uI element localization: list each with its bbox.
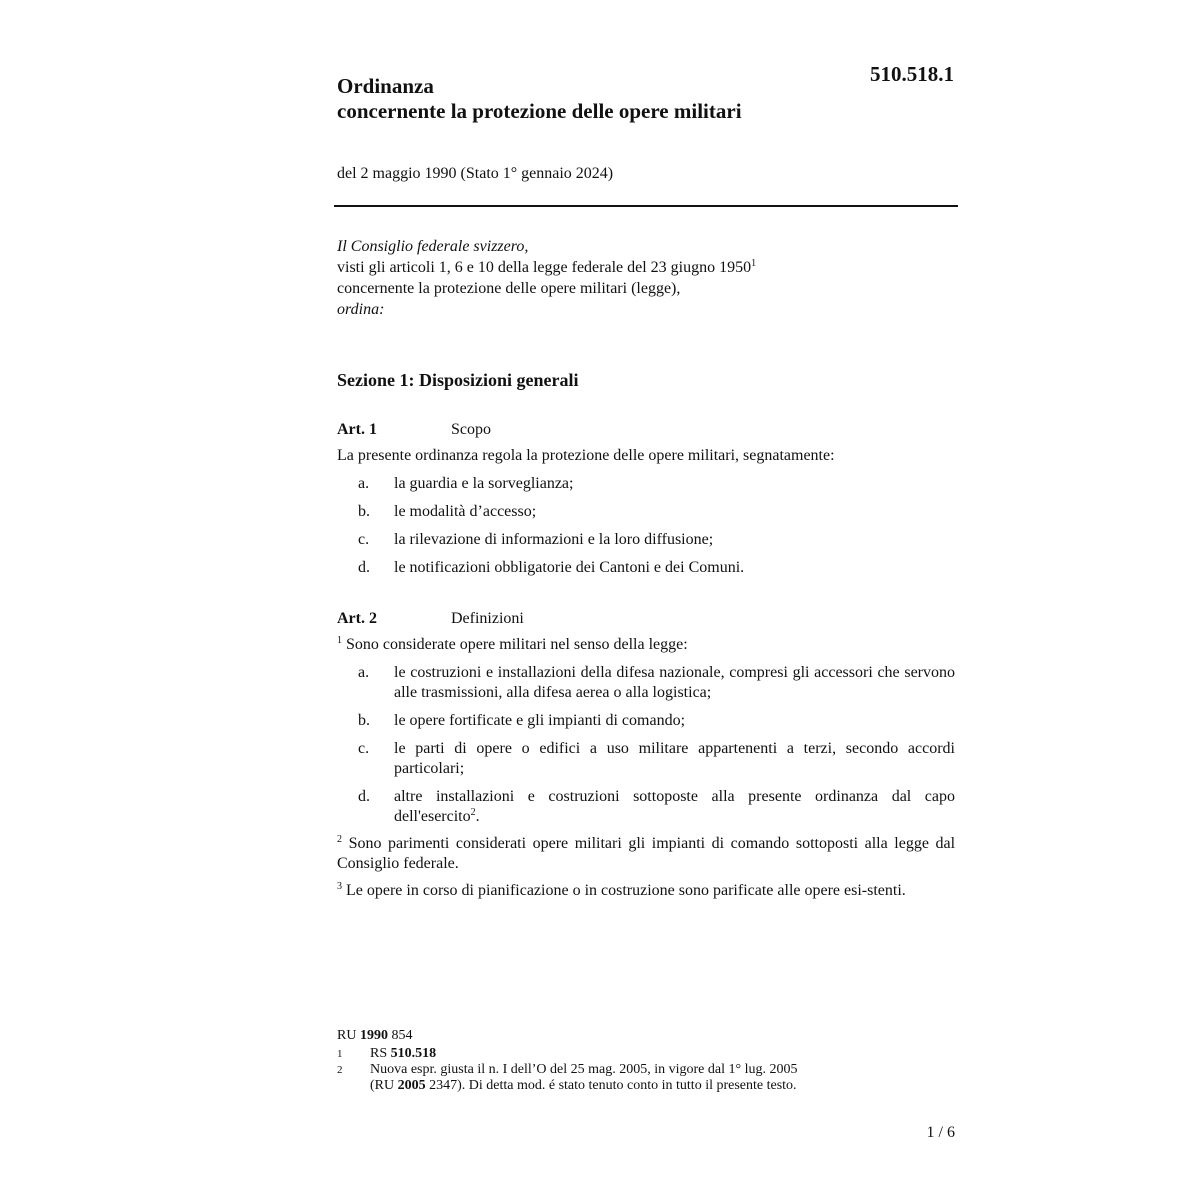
article-2 [337,610,955,901]
section-heading: Sezione 1: Disposizioni generali [337,370,579,390]
preamble-decree: ordina: [337,301,385,318]
article-1-intro: La presente ordinanza regola la protezione delle opere militari, segnatamente: [337,447,835,464]
footnote-2 [337,1062,897,1094]
article-2-number: Art. 2 [337,610,377,627]
item-label: d. [358,788,370,805]
document-date: del 2 maggio 1990 (Stato 1° gennaio 2024) [337,165,614,182]
item-label: b. [358,503,370,520]
footnote-ref-2[interactable]: 2 [470,807,476,818]
item-label: c. [358,740,370,757]
footnote-line-1: Nuova espr. giusta il n. I dell’O del 25 mag. 2005, in vigore dal 1° lug. 2005 [370,1062,798,1077]
footnote-ref-1[interactable]: 1 [751,258,757,269]
document-title [337,74,742,124]
basis-text: visti gli articoli 1, 6 e 10 della legge federale del 23 giugno 1950 [337,259,752,276]
item-text-end: . [475,808,480,825]
footnote-number: 1 [337,1048,343,1060]
list-item [337,530,955,550]
item-text [394,787,955,827]
paragraph-number: 1 [337,635,342,646]
item-text-body: altre installazioni e costruzioni sottoposte alla presente ordinanza dal capo dell'esercito [394,788,955,825]
article-1 [337,421,955,578]
footnote-number: 2 [337,1064,343,1076]
article-1-heading: Scopo [451,421,491,438]
paragraph-text: Sono parimenti considerati opere militari gli impianti di comando sottoposti alla legge dal Consiglio federale. [337,835,956,872]
ru-prefix: RU [337,1028,357,1043]
list-item [337,663,955,703]
paragraph-number: 2 [337,834,342,845]
item-text: le modalità d’accesso; [394,503,537,520]
article-2-heading: Definizioni [451,610,524,627]
title-line-1: Ordinanza [337,74,434,98]
preamble-basis-line-1 [337,257,957,278]
footnotes [337,1046,897,1094]
article-1-number: Art. 1 [337,421,377,438]
list-item [337,474,955,494]
footnote-line-2 [370,1078,897,1094]
item-label: b. [358,712,370,729]
list-item [337,739,955,779]
article-1-list [337,474,955,578]
paragraph-text: Le opere in corso di pianificazione o in costruzione sono parificate alle opere esi-stenti. [346,882,906,899]
preamble-basis-line-2: concernente la protezione delle opere militari (legge), [337,280,681,297]
item-text: la guardia e la sorveglianza; [394,475,574,492]
ru-page: 854 [391,1028,413,1043]
paragraph-number: 3 [337,881,342,892]
item-label: a. [358,475,370,492]
list-item [337,558,955,578]
footnote-sr-ref[interactable]: 510.518 [390,1046,437,1061]
list-item [337,711,955,731]
item-label: c. [358,531,370,548]
article-2-paragraph-1 [337,635,955,655]
item-text: le opere fortificate e gli impianti di comando; [394,712,686,729]
list-item [337,502,955,522]
article-1-header [337,421,955,439]
article-2-list [337,663,955,827]
footnote-text-part: (RU [370,1078,395,1093]
item-label: d. [358,559,370,576]
footnote-text [370,1062,897,1094]
list-item [337,787,955,827]
header-divider [334,205,958,207]
preamble-authority: Il Consiglio federale svizzero, [337,238,529,255]
footnote-1 [337,1046,897,1062]
footnote-prefix: RS [370,1046,388,1061]
footnote-text-part: 2347). Di detta mod. é stato tenuto conto in tutto il presente testo. [429,1078,797,1093]
preamble [337,236,957,320]
ru-year: 1990 [359,1028,388,1043]
sr-number: 510.518.1 [870,62,954,86]
item-text: le notificazioni obbligatorie dei Cantoni e dei Comuni. [394,559,745,576]
item-text: la rilevazione di informazioni e la loro diffusione; [394,531,714,548]
article-2-paragraph-3 [337,881,955,901]
footnote-ru-year: 2005 [397,1078,426,1093]
footnote-text [370,1046,897,1062]
official-compilation-ref [337,1028,412,1044]
article-2-paragraph-2 [337,834,955,874]
paragraph-text: Sono considerate opere militari nel senso della legge: [346,636,688,653]
title-line-2: concernente la protezione delle opere militari [337,99,742,123]
item-text: le costruzioni e installazioni della difesa nazionale, compresi gli accessori che servono alle trasmissioni, alla difesa aerea o alla logistica; [394,664,955,701]
article-2-header [337,610,955,628]
page-number: 1 / 6 [926,1124,955,1141]
item-label: a. [358,664,370,681]
item-text: le parti di opere o edifici a uso militare appartenenti a terzi, secondo accordi particolari; [394,740,955,777]
